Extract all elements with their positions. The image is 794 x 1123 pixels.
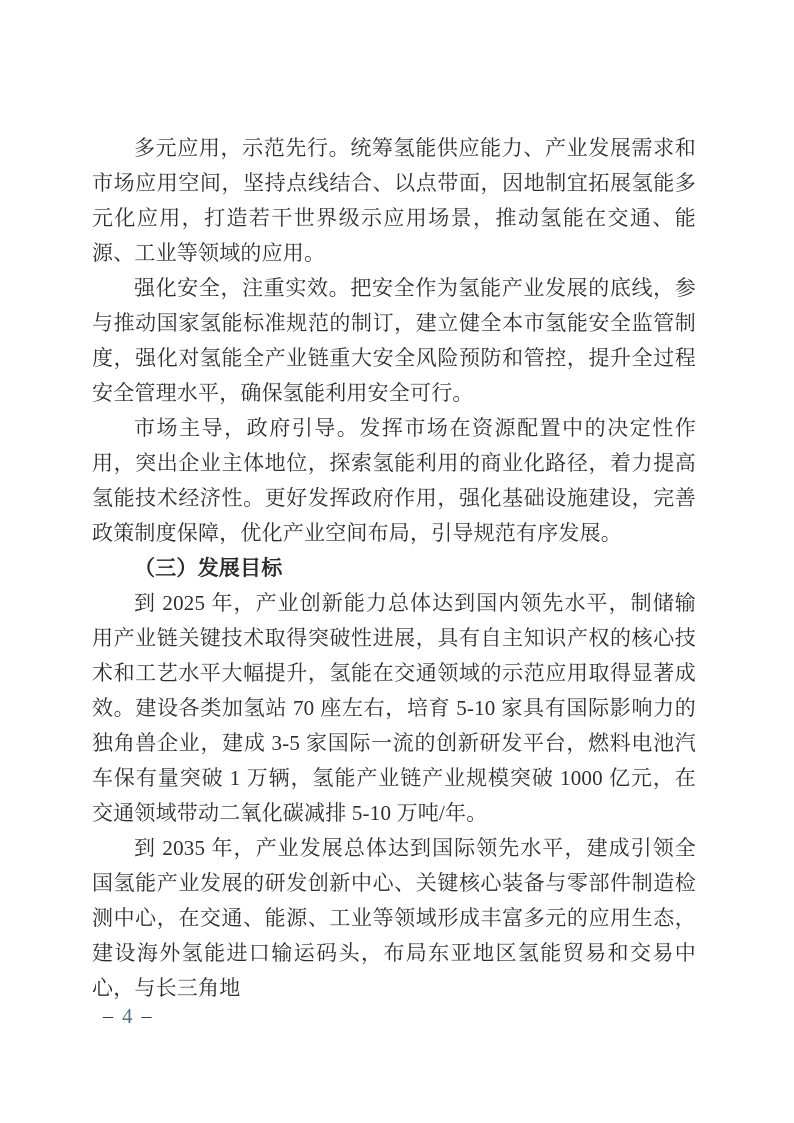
paragraph-2035-goals: 到 2035 年，产业发展总体达到国际领先水平，建成引领全国氢能产业发展的研发创新中心、关键核心装备与零部件制造检测中心，在交通、能源、工业等领域形成丰富多元的应用生态，建设海外氢能进口输运码头，布局东亚地区氢能贸易和交易中心，与长三角地	[92, 836, 696, 1000]
footer-dash-right: –	[141, 1005, 152, 1027]
paragraph-safety: 强化安全，注重实效。把安全作为氢能产业发展的底线，参与推动国家氢能标准规范的制订，建立健全本市氢能安全监管制度，强化对氢能全产业链重大安全风险预防和管控，提升全过程安全管理水平，确保氢能利用安全可行。	[92, 276, 696, 405]
paragraph-multi-application: 多元应用，示范先行。统筹氢能供应能力、产业发展需求和市场应用空间，坚持点线结合、以点带面，因地制宜拓展氢能多元化应用，打造若干世界级示应用场景，推动氢能在交通、能源、工业等领域的应用。	[92, 136, 696, 265]
page-number: 4	[122, 1004, 133, 1028]
section-heading-development-goals: （三）发展目标	[134, 556, 283, 580]
footer-dash-left: –	[103, 1005, 113, 1027]
document-body	[92, 131, 696, 1006]
paragraph-market-led: 市场主导，政府引导。发挥市场在资源配置中的决定性作用，突出企业主体地位，探索氢能利用的商业化路径，着力提高氢能技术经济性。更好发挥政府作用，强化基础设施建设，完善政策制度保障，优化产业空间布局，引导规范有序发展。	[92, 416, 696, 545]
paragraph-2025-goals: 到 2025 年，产业创新能力总体达到国内领先水平，制储输用产业链关键技术取得突破性进展，具有自主知识产权的核心技术和工艺水平大幅提升，氢能在交通领域的示范应用取得显著成效。建设各类加氢站 70 座左右，培育 5-10 家具有国际影响力的独角兽企业，建成 3-5 家国际一流的创新研发平台，燃料电池汽车保有量突破 1 万辆，氢能产业链产业规模突破 1000 亿元，在交通领域带动二氧化碳减排 5-10 万吨/年。	[92, 591, 696, 825]
page-footer	[103, 1001, 152, 1031]
